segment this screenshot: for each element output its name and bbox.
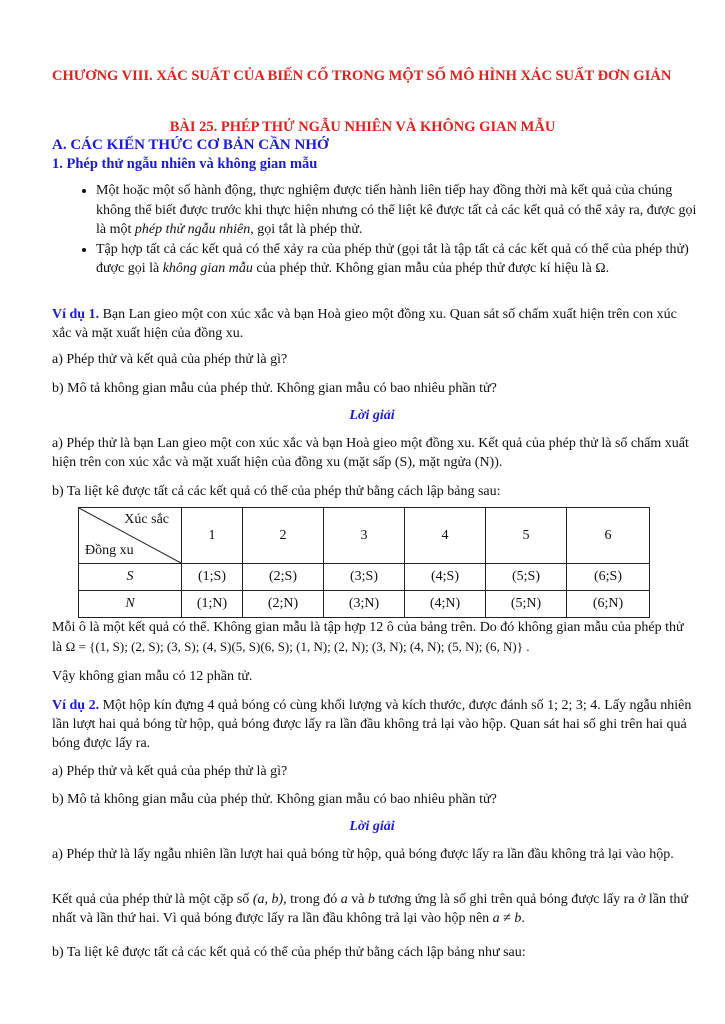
pair-ab: (a, b)	[252, 892, 284, 907]
table-cell: (6;S)	[567, 564, 650, 591]
table-row	[79, 591, 650, 618]
table-cell: (1;S)	[182, 564, 243, 591]
table-col-header: 3	[324, 508, 405, 564]
omega-set: Ω = {(1, S); (2, S); (3, S); (4, S)(5, S)(6, S); (1, N); (2, N); (3, N); (4, N); (5, N); (6, N)} .	[65, 639, 530, 654]
table-row	[79, 564, 650, 591]
table-corner-cell	[79, 508, 182, 564]
example-2-question-b: b) Mô tả không gian mẫu của phép thử. Không gian mẫu có bao nhiêu phần tử?	[52, 792, 497, 807]
chapter-title: CHƯƠNG VIII. XÁC SUẤT CỦA BIẾN CỐ TRONG MỘT SỐ MÔ HÌNH XÁC SUẤT ĐƠN GIẢN	[52, 68, 672, 84]
example-2-solution-heading: Lời giải	[349, 819, 395, 834]
example-1-sample-space: Mỗi ô là một kết quả có thể. Không gian mẫu là tập hợp 12 ô của bảng trên. Do đó không gian mẫu của phép thử là Ω = {(1, S); (2, S); (3, S); (4, S)(5, S)(6, S); (1, N); (2, N); (3, N); (4, N); (5, N); (6, N)} .	[52, 620, 684, 655]
table-cell: (4;S)	[405, 564, 486, 591]
example-1-solution-heading: Lời giải	[349, 408, 395, 423]
table-cell: (3;S)	[324, 564, 405, 591]
lesson-title: BÀI 25. PHÉP THỬ NGẪU NHIÊN VÀ KHÔNG GIAN MẪU	[169, 119, 556, 135]
table-cell: (2;S)	[243, 564, 324, 591]
example-1-conclusion: Vậy không gian mẫu có 12 phần tử.	[52, 669, 253, 684]
example-2-question-a: a) Phép thử và kết quả của phép thử là gì?	[52, 764, 288, 779]
outcome-table	[78, 507, 650, 618]
example-2-result: Kết quả của phép thử là một cặp số (a, b), trong đó a và b tương ứng là số ghi trên quả bóng được lấy ra ở lần thứ nhất và lần thứ hai. Vì quả bóng được lấy ra lần đầu không trả lại vào hộp nên a ≠ b.	[52, 892, 688, 926]
example-2-answer-b: b) Ta liệt kê được tất cả các kết quả có thể của phép thử bằng cách lập bảng như sau:	[52, 945, 526, 960]
example-1-statement: Ví dụ 1. Bạn Lan gieo một con xúc xắc và bạn Hoà gieo một đồng xu. Quan sát số chấm xuất hiện trên con xúc xắc và mặt xuất hiện của đồng xu.	[52, 307, 677, 341]
example-2-label: Ví dụ 2.	[52, 698, 100, 713]
table-cell: (4;N)	[405, 591, 486, 618]
example-1-answer-b: b) Ta liệt kê được tất cả các kết quả có thể của phép thử bằng cách lập bảng sau:	[52, 484, 501, 499]
definition-list	[72, 181, 706, 279]
table-cell: (5;S)	[486, 564, 567, 591]
bullet-random-experiment: • Một hoặc một số hành động, thực nghiệm được tiến hành liên tiếp hay đồng thời mà kết quả của chúng không thể biết được trước khi thực hiện nhưng có thể liệt kê được tất cả các kết quả có thể xảy ra, được gọi là một phép thử ngẫu nhiên, gọi tắt là phép thử.	[96, 181, 706, 240]
table-col-header: 2	[243, 508, 324, 564]
example-2-answer-a: a) Phép thử là lấy ngẫu nhiên lần lượt hai quả bóng từ hộp, quả bóng được lấy ra lần đầu không trả lại vào hộp.	[52, 847, 674, 862]
example-1-question-b: b) Mô tả không gian mẫu của phép thử. Không gian mẫu có bao nhiêu phần tử?	[52, 381, 497, 396]
table-cell: (1;N)	[182, 591, 243, 618]
table-col-header: 6	[567, 508, 650, 564]
bullet-sample-space: • Tập hợp tất cả các kết quả có thể xảy ra của phép thử (gọi tắt là tập tất cả các kết quả có thể của phép thử) được gọi là không gian mẫu của phép thử. Không gian mẫu của phép thử được kí hiệu là Ω.	[96, 240, 706, 279]
table-cell: (5;N)	[486, 591, 567, 618]
table-cell: (6;N)	[567, 591, 650, 618]
a-neq-b: a ≠ b	[492, 911, 522, 926]
example-2-statement: Ví dụ 2. Một hộp kín đựng 4 quả bóng có cùng khối lượng và kích thước, được đánh số 1; 2; 3; 4. Lấy ngẫu nhiên lần lượt hai quả bóng từ hộp, quả bóng được lấy ra lần đầu không trả lại vào hộp. Quan sát hai số ghi trên hai quả bóng được lấy ra.	[52, 698, 692, 751]
section-a-heading: A. CÁC KIẾN THỨC CƠ BẢN CẦN NHỚ	[52, 137, 329, 153]
table-col-header: 1	[182, 508, 243, 564]
corner-top-label: Xúc sắc	[124, 512, 169, 527]
corner-bottom-label: Đồng xu	[85, 543, 134, 558]
table-row-label: S	[79, 564, 182, 591]
example-1-question-a: a) Phép thử và kết quả của phép thử là gì?	[52, 352, 288, 367]
table-cell: (2;N)	[243, 591, 324, 618]
table-row-label: N	[79, 591, 182, 618]
table-col-header: 5	[486, 508, 567, 564]
table-col-header: 4	[405, 508, 486, 564]
section-1-heading: 1. Phép thử ngẫu nhiên và không gian mẫu	[52, 156, 318, 172]
table-cell: (3;N)	[324, 591, 405, 618]
example-1-label: Ví dụ 1.	[52, 307, 100, 322]
example-1-answer-a: a) Phép thử là bạn Lan gieo một con xúc xắc và bạn Hoà gieo một đồng xu. Kết quả của phép thử là số chấm xuất hiện trên con xúc xắc và mặt xuất hiện của đồng xu (mặt sấp (S), mặt ngửa (N)).	[52, 436, 689, 470]
